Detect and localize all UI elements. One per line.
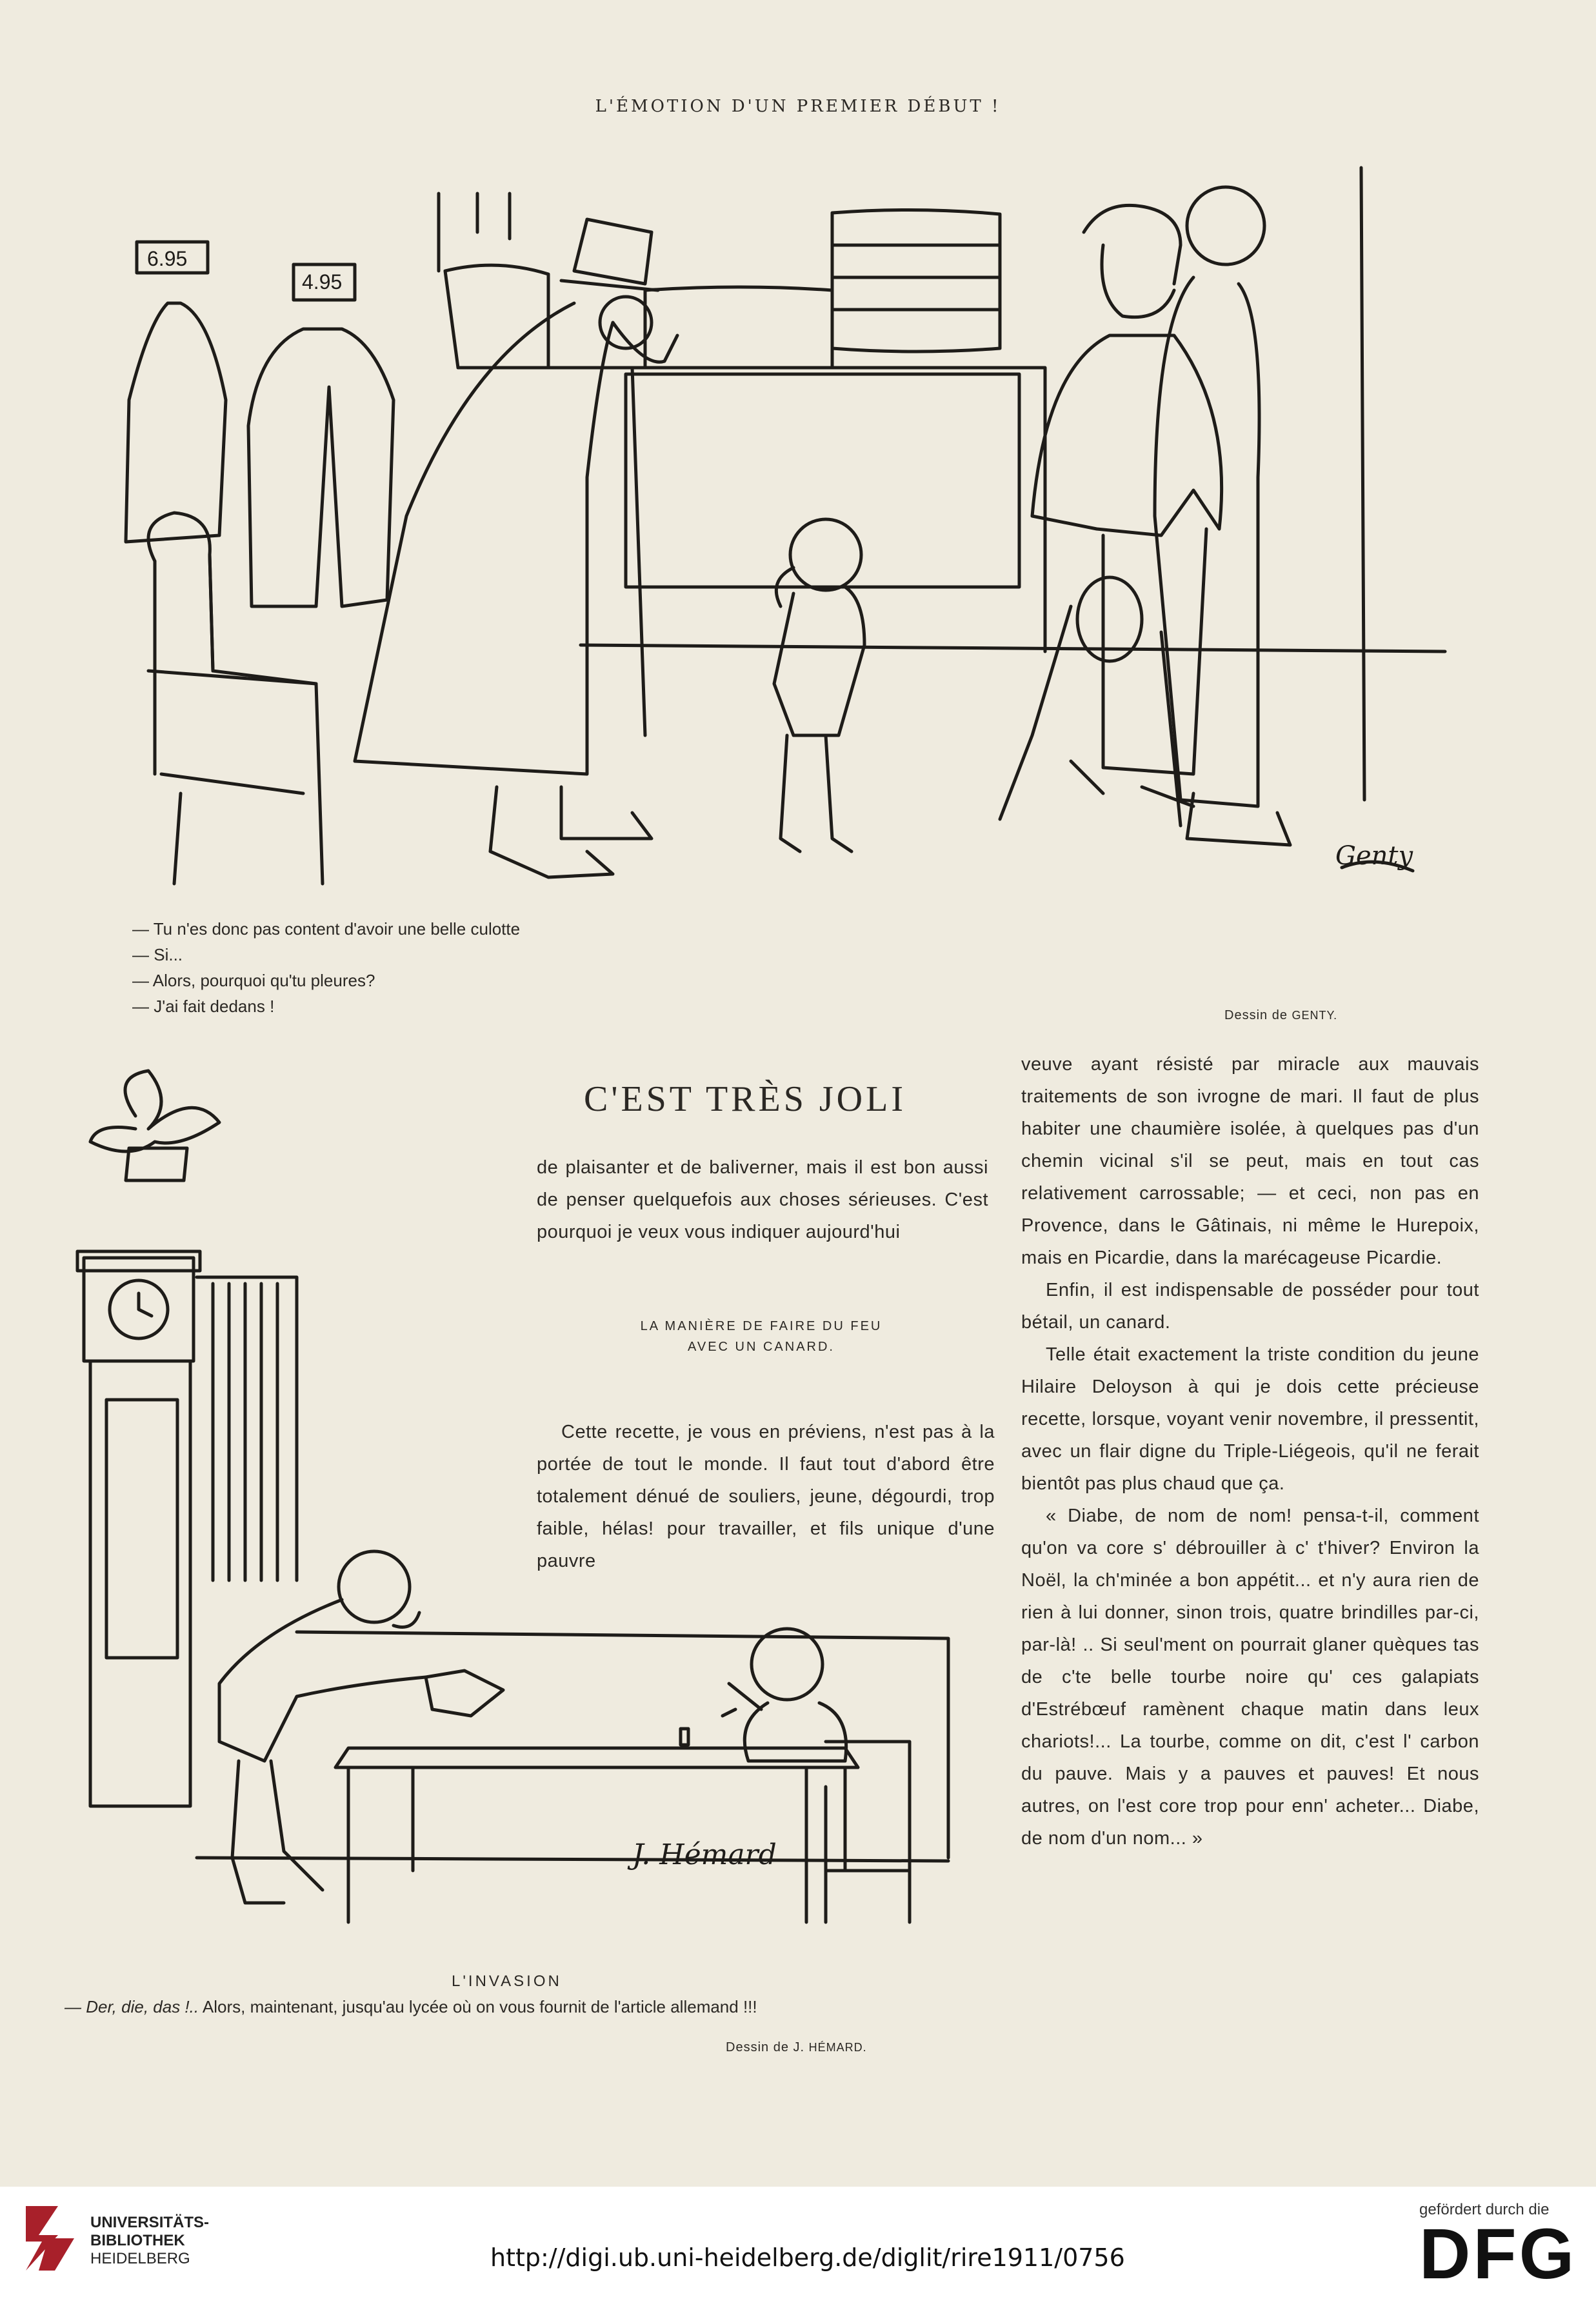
col2-paragraph: veuve ayant résisté par miracle aux mauvais traitements de son ivrogne de mari. Il faut de plus habiter une chaumière isolée, à quelques pas d'un chemin vicinal s'il se peut, mais en tout cas relativement carrossable; — et ceci, non pas en Provence, dans le Gâtinais, ni même le Hurepoix, mais en Picardie, dans la marécageuse Picardie.	[1021, 1054, 1479, 1268]
article-col2	[1021, 1048, 1479, 1855]
col1-intro-paragraph: de plaisanter et de baliverner, mais il est bon aussi de penser quelquefois aux choses sérieuses. C'est pourquoi je veux vous indiquer aujourd'hui	[537, 1157, 988, 1242]
col2-paragraph: « Diabe, de nom de nom! pensa-t-il, comment qu'on va core s' débrouiller à c' t'hiver? Environ la Noël, la ch'minée a bon appétit... et n'y aura rien de rien à lui donner, sinon trois, quatre brindilles par-ci, par-là! .. Si seul'ment on pourrait glaner quèques tas de c'te belle tourbe noire qu' ces galapiats d'Estrébœuf ramènent chaque matin dans leux chariots!... La tourbe, comme on dit, c'est l' carbon du pauve. Mais y a pauves et pauves! Et nous autres, on l'est core trop pour enn' acheter... Diabe, de nom d'un nom... »	[1021, 1506, 1479, 1849]
hemard-signature: J. Hémard	[632, 1838, 777, 1871]
dialogue-line: — Alors, pourquoi qu'tu pleures?	[132, 971, 375, 990]
cartoon2-credit	[726, 2040, 867, 2055]
invasion-caption	[65, 1998, 981, 2015]
dialogue-line: — Si...	[132, 945, 183, 964]
col2-paragraph: Telle était exactement la triste condition du jeune Hilaire Deloyson à qui je dois cette précieuse recette, lorsque, voyant venir novembre, il pressentit, avec un flair digne du Triple-Liégeois, qu'il ne ferait bientôt pas plus chaud que ça.	[1021, 1344, 1479, 1494]
library-name	[90, 2214, 209, 2268]
cartoon1-dialogue	[132, 916, 520, 1019]
credit-artist: GENTY.	[1292, 1009, 1338, 1022]
article-col1-para	[537, 1416, 995, 1577]
dfg-logo: DFG	[1419, 2214, 1577, 2294]
col1-paragraph-2: Cette recette, je vous en préviens, n'est pas à la portée de tout le monde. Il faut tout d'abord être totalement dénué de souliers, jeune, dégourdi, trop faible, hélas! pour travailler, et fils unique d'une pauvre	[537, 1422, 995, 1571]
article-subhead	[568, 1316, 955, 1357]
caption-text: Alors, maintenant, jusqu'au lycée où on vous fournit de l'article allemand !!!	[199, 1997, 757, 2016]
cartoon1-credit	[1224, 1008, 1337, 1023]
dialogue-line: — Tu n'es donc pas content d'avoir une belle culotte	[132, 919, 521, 939]
library-line-1: UNIVERSITÄTS-	[90, 2214, 210, 2231]
subhead-line-2: AVEC UN CANARD.	[688, 1340, 835, 1354]
article-title: C'EST TRÈS JOLI	[584, 1079, 906, 1119]
dialogue-line: — J'ai fait dedans !	[132, 997, 275, 1016]
price-tag-2: 4.95	[302, 270, 343, 293]
permalink-url[interactable]: http://digi.ub.uni-heidelberg.de/diglit/rire1911/0756	[490, 2243, 1125, 2272]
price-tag-1: 6.95	[147, 247, 188, 270]
invasion-title: L'INVASION	[452, 1973, 562, 1990]
col2-paragraph: Enfin, il est indispensable de posséder pour tout bétail, un canard.	[1021, 1280, 1479, 1333]
credit-artist: HÉMARD.	[808, 2041, 867, 2054]
credit-prefix: Dessin de J.	[726, 2040, 805, 2054]
caption-italic: — Der, die, das !..	[65, 1997, 199, 2016]
library-line-2: BIBLIOTHEK	[90, 2232, 185, 2249]
article-col1-intro	[537, 1151, 988, 1248]
viewer-footer	[0, 2187, 1596, 2297]
shop-cartoon-illustration	[97, 155, 1471, 929]
running-title: L'ÉMOTION D'UN PREMIER DÉBUT !	[595, 97, 1001, 116]
university-library-logo-icon	[19, 2200, 77, 2277]
subhead-line-1: LA MANIÈRE DE FAIRE DU FEU	[640, 1319, 883, 1333]
genty-signature: Genty	[1335, 841, 1413, 871]
credit-prefix: Dessin de	[1224, 1008, 1288, 1022]
funding-label: gefördert durch die	[1419, 2201, 1550, 2218]
library-line-3: HEIDELBERG	[90, 2250, 190, 2267]
